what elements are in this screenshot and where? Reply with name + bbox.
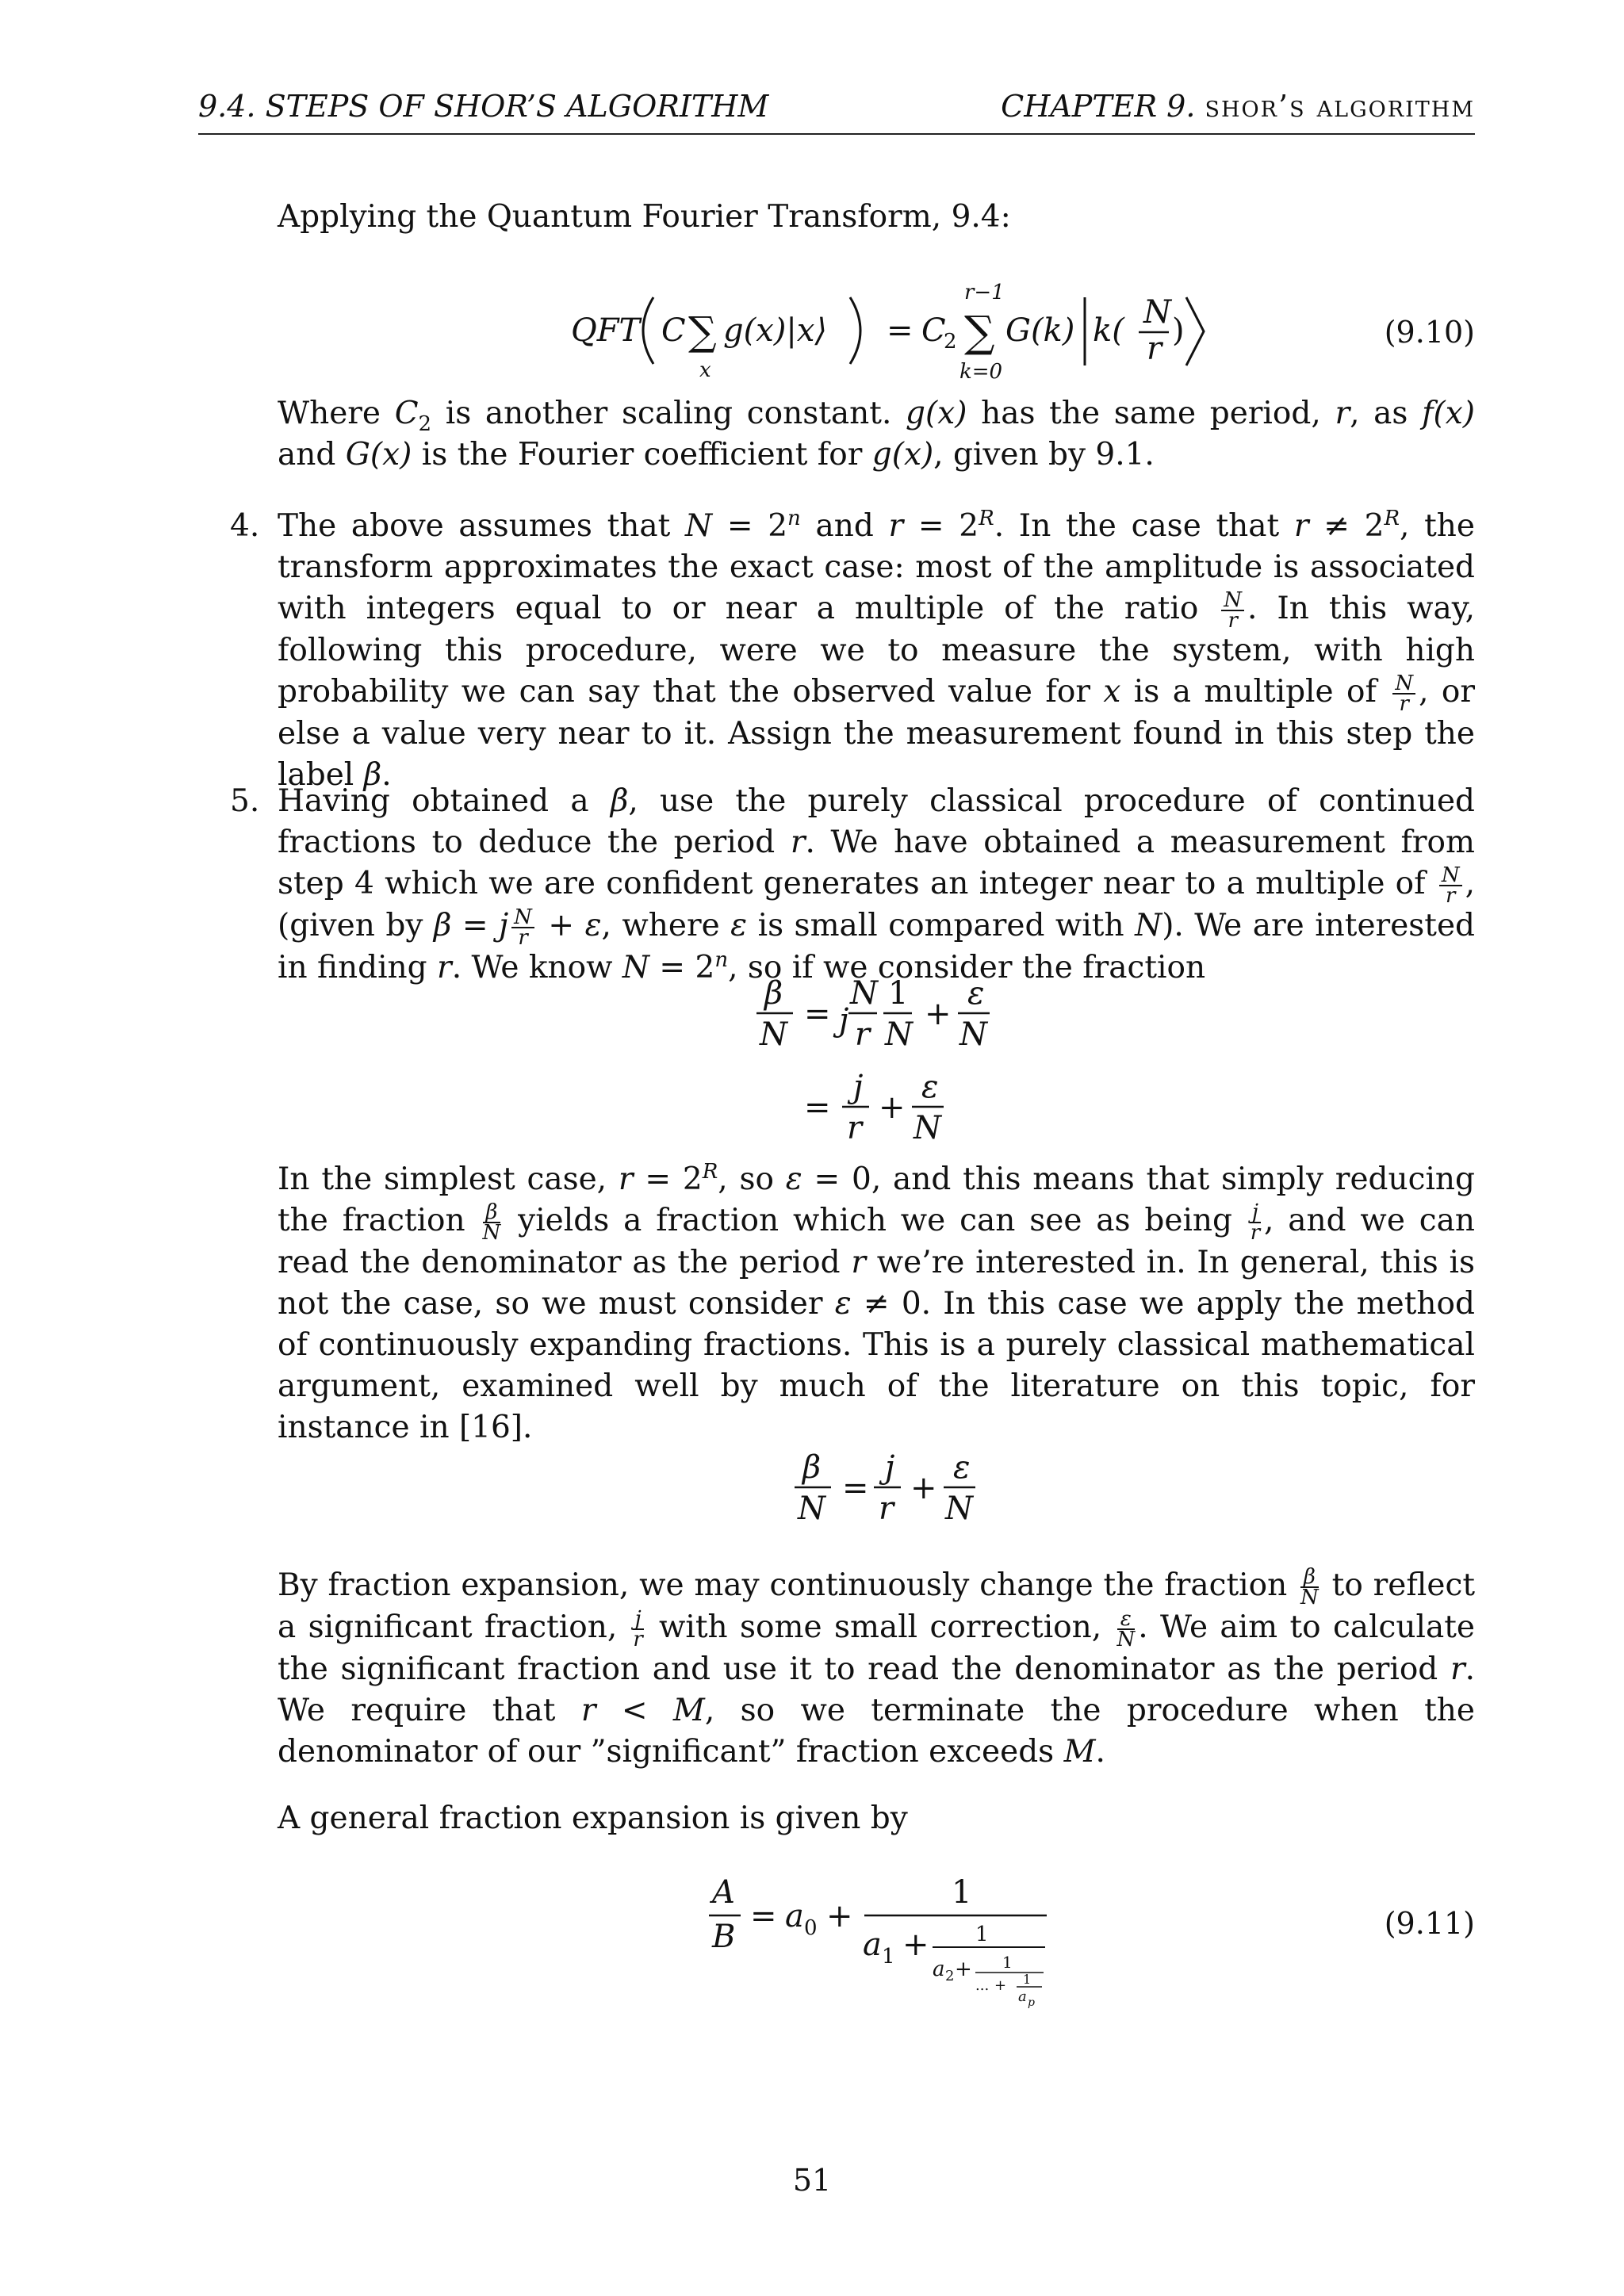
e4-one: 1 <box>952 1874 972 1911</box>
e4-equals: = <box>750 1898 777 1934</box>
eq10-sum-top: r−1 <box>964 281 1005 304</box>
pe-frac1-den: N <box>1300 1586 1319 1609</box>
eq10-sum-left: ∑ <box>688 308 717 354</box>
e1-N3: N <box>885 1016 913 1053</box>
i4-frac1 <box>1221 588 1244 633</box>
eq10-ket-angle <box>1186 297 1204 365</box>
pe-t5: . We require that <box>278 1651 1475 1728</box>
i4-frac2 <box>1392 674 1415 714</box>
e4-one4: 1 <box>1023 1972 1032 1987</box>
where-t5: and <box>278 437 346 473</box>
where-fx: f(x) <box>1422 396 1475 431</box>
eq10-left-paren <box>643 297 653 364</box>
pe-frac2-den: r <box>633 1628 643 1651</box>
i5-j: j <box>499 908 509 943</box>
i5-t1: Having obtained a <box>278 783 611 819</box>
e3-plus: + <box>910 1470 937 1506</box>
eq10-c2: C <box>921 312 946 349</box>
eq10-qft: QFT <box>571 312 641 349</box>
pe-t4: . We aim to calculate the significant fraction and use it to read the denominator as the period <box>278 1609 1475 1687</box>
i4-t6: ≠ 2 <box>1308 508 1385 544</box>
e3-j: j <box>885 1449 895 1486</box>
equation-9-11-number: (9.11) <box>1384 1906 1475 1941</box>
i4-t9: is a multiple of <box>1120 674 1390 710</box>
ps-eps2: ε <box>834 1286 852 1322</box>
equation-9-10-number: (9.10) <box>1384 315 1475 350</box>
equation-beta-over-N <box>278 967 1475 1158</box>
pe-t3: with some small correction, <box>646 1609 1114 1645</box>
i4-frac2-num: N <box>1392 674 1415 695</box>
e1-one: 1 <box>888 975 909 1012</box>
where-Gx: G(x) <box>345 437 412 473</box>
ps-t7: we’re interested in. In general, this is not the case, so we must consider <box>278 1245 1475 1322</box>
item4-number: 4. <box>230 508 260 544</box>
eq10-sum-bottom: k=0 <box>959 360 1003 384</box>
pe-t6: < <box>596 1693 673 1728</box>
i5-frac1-num: N <box>1439 866 1462 886</box>
i5-t12: , so if we consider the fraction <box>728 950 1206 985</box>
item5-number: 5. <box>230 783 260 819</box>
e1-j: j <box>839 1002 849 1039</box>
e4-a2: a <box>933 1957 945 1981</box>
i5-r2: r <box>437 950 452 985</box>
i5-frac1-den: r <box>1446 884 1456 908</box>
ps-r2: r <box>851 1245 867 1280</box>
eq10-c2-sub: 2 <box>944 330 957 354</box>
i4-n: n <box>787 507 801 530</box>
ps-eps1: ε <box>785 1161 802 1197</box>
i5-t7: , where <box>601 908 731 943</box>
i5-beta1: β <box>610 783 629 819</box>
ps-t1: In the simplest case, <box>278 1161 619 1197</box>
e4-plus3: + <box>955 1957 972 1981</box>
i4-N1: N <box>685 508 713 544</box>
where-t1: Where <box>278 396 395 431</box>
pe-frac3-den: N <box>1116 1628 1136 1651</box>
where-gx: g(x) <box>906 396 967 431</box>
where-gx2: g(x) <box>871 437 934 473</box>
i5-eps2: ε <box>730 908 748 943</box>
pe-frac1 <box>1300 1567 1319 1607</box>
eq10-equals: = <box>887 312 914 349</box>
e2-plus: + <box>879 1089 906 1126</box>
i5-beta2: β <box>433 908 452 943</box>
e2-j: j <box>853 1069 864 1105</box>
e4-a1: a <box>863 1927 882 1963</box>
where-t3: has the same period, <box>967 396 1335 431</box>
header-chapter <box>1001 89 1475 124</box>
i4-t5: . In the case that <box>994 508 1294 544</box>
pe-M1: M <box>672 1693 705 1728</box>
e1-eps: ε <box>967 975 985 1012</box>
ps-frac2-den: r <box>1250 1221 1261 1245</box>
i5-frac2-num: N <box>511 908 534 928</box>
ps-t2: = 2 <box>633 1161 703 1197</box>
paragraph-general-expansion: A general fraction expansion is given by <box>278 1800 908 1836</box>
i4-r1: r <box>888 508 904 544</box>
i4-t7: , the transform approximates the exact case: most of the amplitude is associated with integers equal to or near a multiple of the ratio <box>278 508 1475 626</box>
intro-line: Applying the Quantum Fourier Transform, 9.4: <box>278 199 1011 235</box>
pe-t1: By fraction expansion, we may continuously change the fraction <box>278 1567 1298 1603</box>
e4-plus4: + <box>994 1977 1007 1994</box>
where-t2: is another scaling constant. <box>431 396 906 431</box>
ps-t6: , and we can read the denominator as the period <box>278 1203 1475 1280</box>
pe-frac3-num: ε <box>1117 1609 1136 1630</box>
i4-t8: . In this way, following this procedure, were we to measure the system, with high probability we can say that the observed value for <box>278 591 1475 710</box>
i5-t4: , (given by <box>278 866 1475 943</box>
equation-9-10 <box>278 274 1475 400</box>
ps-frac1-num: β <box>483 1203 501 1223</box>
e4-plus2: + <box>902 1927 929 1963</box>
eq10-c: C <box>661 312 686 349</box>
i4-beta: β <box>363 757 382 793</box>
eq10-term: g(x)|x⟩ <box>723 312 828 349</box>
e4-dots: ... <box>975 1977 990 1994</box>
ps-R: R <box>702 1160 718 1184</box>
ps-frac1 <box>482 1200 501 1245</box>
i4-t2: = 2 <box>712 508 788 544</box>
i5-t8: is small compared with <box>747 908 1136 943</box>
e3-r: r <box>879 1490 894 1527</box>
where-t6: is the Fourier coefficient for <box>412 437 872 473</box>
ps-t3: , so <box>718 1161 786 1197</box>
eq10-close: ) <box>1172 312 1185 349</box>
e3-eps: ε <box>953 1449 971 1486</box>
eq10-k: k( <box>1093 312 1124 349</box>
i4-t4: = 2 <box>903 508 979 544</box>
item5-text <box>278 781 1475 989</box>
pe-frac2-num: j <box>633 1609 644 1630</box>
i5-t9: ). We are interested in finding <box>278 908 1476 985</box>
e3-equals: = <box>842 1470 869 1506</box>
i5-frac2 <box>511 905 534 950</box>
pe-t2: to reflect a significant fraction, <box>278 1567 1475 1645</box>
page-number: 51 <box>792 2163 832 2198</box>
e4-one2: 1 <box>975 1923 989 1946</box>
e2-N: N <box>914 1110 941 1146</box>
where-c2-sub: 2 <box>418 411 432 436</box>
e4-a1-sub: 1 <box>882 1945 895 1969</box>
eq10-sum-left-sub: x <box>699 358 711 382</box>
e3-N2: N <box>945 1490 973 1527</box>
i5-t5: = <box>451 908 500 943</box>
i5-t10: . We know <box>451 950 622 985</box>
equation-9-11 <box>278 1871 1475 2014</box>
e1-N4: N <box>959 1016 987 1053</box>
ps-frac2 <box>1250 1200 1261 1245</box>
e3-beta: β <box>802 1449 822 1486</box>
pe-r2: r <box>580 1693 596 1728</box>
i4-t1: The above assumes that <box>278 508 686 544</box>
ps-t4: = 0, and this means that simply reducing the fraction <box>278 1161 1476 1238</box>
e4-A: A <box>712 1874 735 1911</box>
eq10-gk: G(k) <box>1005 312 1075 349</box>
e2-r: r <box>847 1110 863 1146</box>
e1-N: N <box>760 1016 787 1053</box>
e4-plus: + <box>826 1898 853 1934</box>
ps-frac1-den: N <box>482 1221 501 1245</box>
running-header <box>198 89 1475 135</box>
pe-M2: M <box>1063 1734 1096 1770</box>
where-r: r <box>1335 396 1350 431</box>
e4-a2-sub: 2 <box>945 1968 955 1984</box>
i5-frac1 <box>1439 863 1462 908</box>
paragraph-fraction-expansion <box>278 1565 1475 1779</box>
pe-frac2 <box>633 1609 644 1649</box>
e4-one3: 1 <box>1002 1953 1013 1972</box>
header-section: 9.4. STEPS OF SHOR’S ALGORITHM <box>198 89 769 124</box>
i5-n: n <box>714 948 729 972</box>
i5-N1: N <box>1135 908 1162 943</box>
equation-beta-over-N-graphic <box>278 967 1475 1158</box>
i4-frac2-den: r <box>1399 692 1409 716</box>
i4-frac1-num: N <box>1221 591 1244 611</box>
equation-9-11-graphic <box>278 1871 1475 2014</box>
ps-t8: ≠ 0. In this case we apply the method of continuously expanding fractions. This is a purely classical mathematical argument, examined well by much of the literature on this topic, for instance in [16]. <box>278 1286 1475 1445</box>
e1-plus: + <box>925 996 952 1032</box>
e4-a0-sub: 0 <box>804 1916 818 1940</box>
i5-t6: + <box>537 908 585 943</box>
i4-t10: , or else a value very near to it. Assign the measurement found in this step the label <box>278 674 1475 793</box>
i4-frac1-den: r <box>1228 609 1238 633</box>
pe-r1: r <box>1450 1651 1465 1687</box>
list-item-5 <box>230 781 1475 987</box>
header-chapter-name: shor’s algorithm <box>1205 89 1475 124</box>
equation-beta-N-jr-graphic <box>278 1441 1475 1536</box>
list-item-4 <box>230 506 1475 793</box>
eq10-sum-right: ∑ <box>964 307 995 357</box>
i4-t11: . <box>381 757 392 793</box>
i4-R2: R <box>1384 507 1400 530</box>
i5-N2: N <box>622 950 650 985</box>
where-t4: , as <box>1350 396 1423 431</box>
where-c2: C <box>394 396 419 431</box>
pe-t8: . <box>1095 1734 1105 1770</box>
where-t7: , given by 9.1. <box>933 437 1155 473</box>
e2-equals: = <box>804 1089 831 1126</box>
i4-x: x <box>1103 674 1121 710</box>
i5-t2: , use the purely classical procedure of continued fractions to deduce the period <box>278 783 1475 860</box>
equation-beta-N-jr <box>278 1441 1475 1536</box>
e3-N: N <box>798 1490 825 1527</box>
i5-frac2-den: r <box>518 926 528 950</box>
i5-t3: . We have obtained a measurement from step 4 which we are confident generates an integer near to a multiple of <box>278 825 1476 901</box>
e1-equals: = <box>804 996 831 1032</box>
pe-t7: , so we terminate the procedure when the denominator of our ”significant” fraction exceeds <box>278 1693 1475 1770</box>
eq10-right-paren <box>850 297 860 364</box>
ps-t5: yields a fraction which we can see as being <box>504 1203 1247 1238</box>
eq10-frac-r: r <box>1147 331 1162 367</box>
e4-ap: a <box>1018 1988 1027 2005</box>
e1-N2: N <box>850 975 878 1012</box>
i4-r2: r <box>1293 508 1309 544</box>
equation-9-10-graphic <box>278 274 1475 400</box>
i5-t11: = 2 <box>649 950 715 985</box>
header-chapter-number: CHAPTER 9. <box>1001 89 1196 124</box>
e4-a0: a <box>785 1898 804 1934</box>
eq10-frac-N: N <box>1143 294 1171 331</box>
i4-t3: and <box>800 508 889 544</box>
i5-r1: r <box>790 825 806 860</box>
e1-beta: β <box>764 975 783 1012</box>
e4-ap-sub: p <box>1028 1996 1035 2009</box>
paragraph-where <box>278 393 1475 480</box>
ps-frac2-num: j <box>1250 1203 1261 1223</box>
pe-frac3 <box>1117 1609 1136 1649</box>
e4-B: B <box>712 1919 736 1955</box>
e2-eps: ε <box>921 1069 939 1105</box>
pe-frac1-num: β <box>1300 1567 1319 1588</box>
i5-eps1: ε <box>584 908 602 943</box>
i4-R1: R <box>979 507 994 530</box>
e1-r: r <box>855 1016 871 1053</box>
item4-text <box>278 506 1475 796</box>
ps-r1: r <box>618 1161 634 1197</box>
paragraph-simplest-case <box>278 1159 1476 1445</box>
